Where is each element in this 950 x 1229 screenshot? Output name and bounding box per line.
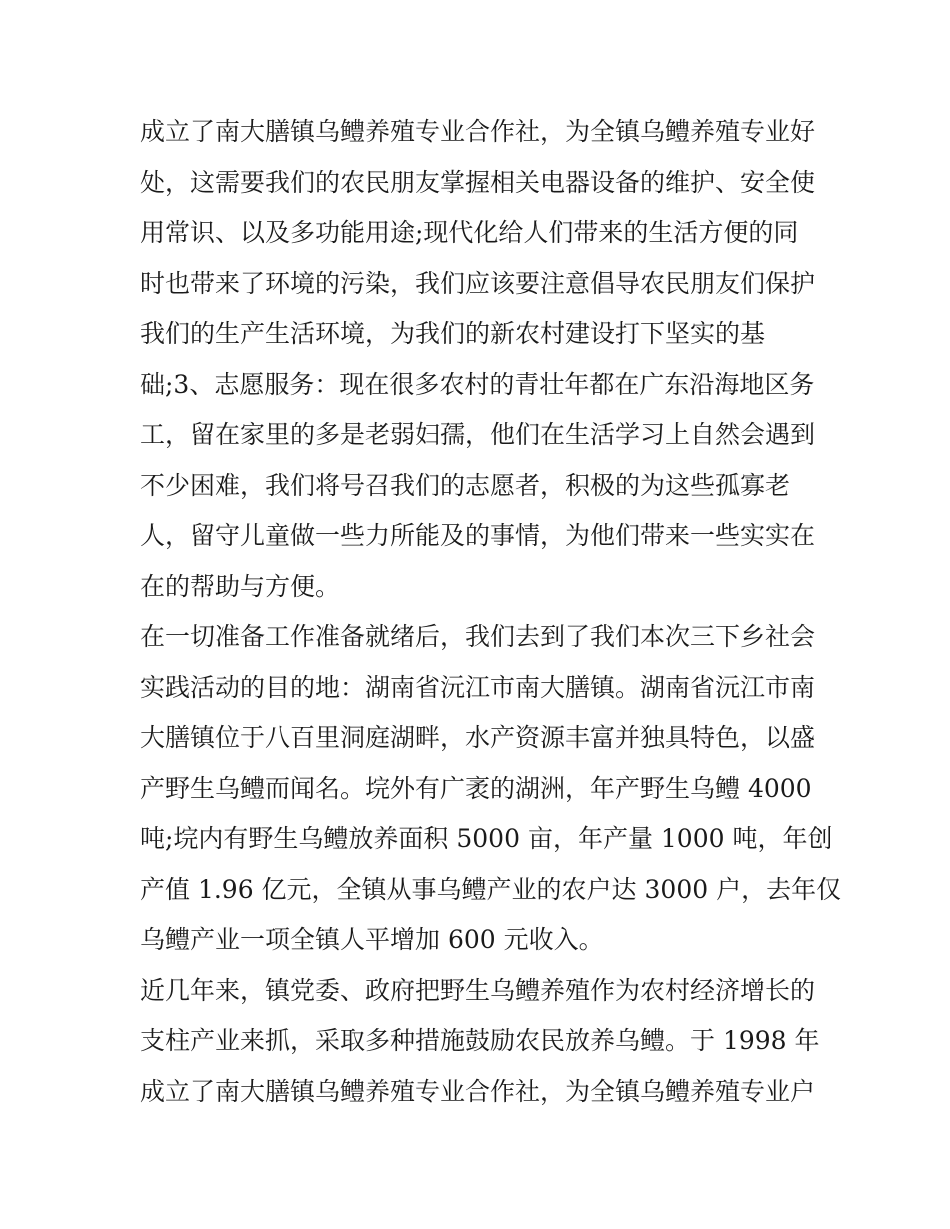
paragraph-3 — [140, 966, 820, 1118]
text-line: 处，这需要我们的农民朋友掌握相关电器设备的维护、安全使 — [140, 167, 816, 197]
text-line: 近几年来，镇党委、政府把野生乌鳢养殖作为农村经济增长的 — [140, 975, 816, 1005]
text-line: 成立了南大膳镇乌鳢养殖专业合作社，为全镇乌鳢养殖专业户 — [140, 1076, 816, 1106]
text-line: 产值 1.96 亿元，全镇从事乌鳢产业的农户达 3000 户，去年仅 — [140, 874, 842, 904]
text-line: 时也带来了环境的污染，我们应该要注意倡导农民朋友们保护 — [140, 268, 816, 298]
text-line: 大膳镇位于八百里洞庭湖畔，水产资源丰富并独具特色，以盛 — [140, 723, 816, 752]
paragraph-1 — [140, 107, 820, 612]
text-line: 我们的生产生活环境，为我们的新农村建设打下坚实的基 — [140, 319, 766, 348]
text-line: 产野生乌鳢而闻名。垸外有广袤的湖洲，年产野生乌鳢 4000 — [140, 773, 812, 803]
text-line: 实践活动的目的地：湖南省沅江市南大膳镇。湖南省沅江市南 — [140, 672, 816, 702]
text-line: 成立了南大膳镇乌鳢养殖专业合作社，为全镇乌鳢养殖专业好 — [140, 117, 816, 146]
text-line: 在的帮助与方便。 — [140, 571, 341, 601]
text-line: 础;3、志愿服务：现在很多农村的青壮年都在广东沿海地区务 — [140, 369, 815, 399]
text-line: 不少困难，我们将号召我们的志愿者，积极的为这些孤寡老 — [140, 470, 791, 500]
text-line: 在一切准备工作准备就绪后，我们去到了我们本次三下乡社会 — [140, 622, 816, 651]
text-line: 用常识、以及多功能用途;现代化给人们带来的生活方便的同 — [140, 218, 799, 247]
text-line: 人，留守儿童做一些力所能及的事情，为他们带来一些实实在 — [140, 521, 816, 550]
text-line: 乌鳢产业一项全镇人平增加 600 元收入。 — [140, 925, 604, 954]
text-line: 工，留在家里的多是老弱妇孺，他们在生活学习上自然会遇到 — [140, 420, 816, 449]
text-line: 支柱产业来抓，采取多种措施鼓励农民放养乌鳢。于 1998 年 — [140, 1026, 820, 1055]
document-body — [140, 107, 842, 1117]
text-line: 吨;垸内有野生乌鳢放养面积 5000 亩，年产量 1000 吨，年创 — [140, 824, 833, 853]
paragraph-2 — [140, 612, 842, 966]
